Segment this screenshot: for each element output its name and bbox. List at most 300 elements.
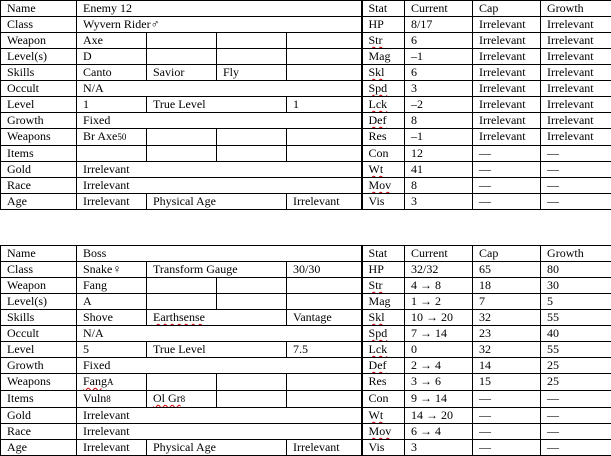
table-cell [1, 49, 77, 65]
cell-text: Occult [7, 326, 39, 340]
cell-text: True Level [153, 342, 206, 356]
cell-text: HP [369, 17, 384, 31]
table-cell [362, 81, 405, 97]
table-cell [217, 278, 287, 294]
cell-text: True Level [153, 97, 206, 111]
cell-text: Wt [369, 162, 384, 176]
table-cell [147, 65, 217, 81]
table-cell [473, 391, 541, 408]
cell-text: 18 [479, 278, 491, 292]
table-cell [287, 310, 362, 326]
table-row [1, 129, 611, 146]
cell-text: Items [7, 146, 34, 160]
table-cell [217, 294, 287, 310]
table-cell [541, 326, 611, 342]
cell-text: Current [411, 246, 448, 260]
cell-text: Skl [369, 65, 385, 79]
cell-text: Ol Gr [153, 391, 181, 405]
table-cell [362, 358, 405, 374]
cell-text: Irrelevant [83, 440, 130, 454]
cell-text: Snake♀ [83, 262, 121, 276]
cell-text: Name [7, 1, 36, 15]
cell-text: Growth [7, 358, 44, 372]
cell-text: Fang [83, 278, 107, 292]
table-cell [147, 294, 217, 310]
table-cell [473, 33, 541, 49]
table-cell [362, 33, 405, 49]
table-row [1, 178, 611, 194]
cell-text: Irrelevant [479, 17, 526, 31]
table-cell [77, 342, 147, 358]
cell-text: 32/32 [411, 262, 438, 276]
table-cell [405, 33, 473, 49]
table-cell [541, 294, 611, 310]
table-cell [405, 326, 473, 342]
cell-text: Physical Age [153, 194, 216, 208]
table-cell [473, 1, 541, 17]
table-cell [77, 440, 147, 456]
cell-text: Gold [7, 162, 31, 176]
cell-text: 32 [479, 310, 491, 324]
table-cell [77, 294, 147, 310]
table-cell [77, 262, 147, 278]
cell-text: 25 [547, 358, 559, 372]
cell-text: 23 [479, 326, 491, 340]
table-cell [77, 1, 362, 17]
cell-text: Gold [7, 408, 31, 422]
table-cell [1, 162, 77, 178]
cell-text: 5 [83, 342, 89, 356]
table-row [1, 17, 611, 33]
table-cell [217, 129, 287, 146]
table-cell [77, 326, 362, 342]
table-cell [473, 81, 541, 97]
table-cell [1, 278, 77, 294]
cell-text: — [547, 146, 559, 160]
table-cell [405, 65, 473, 81]
table-cell [362, 408, 405, 424]
table-cell [541, 33, 611, 49]
cell-text: — [479, 146, 491, 160]
table-cell [405, 81, 473, 97]
table-cell [217, 146, 287, 162]
table-cell [405, 17, 473, 33]
table-cell [541, 408, 611, 424]
cell-text: 5 [547, 294, 553, 308]
cell-text: Irrelevant [479, 81, 526, 95]
table-cell [541, 178, 611, 194]
cell-text: Race [7, 178, 31, 192]
cell-text: Class [7, 17, 33, 31]
cell-text: — [547, 178, 559, 192]
cell-text: Growth [7, 113, 44, 127]
table-cell [147, 342, 287, 358]
table-cell [287, 129, 362, 146]
cell-text: Def [369, 358, 387, 372]
cell-text: 3 [411, 81, 417, 95]
cell-text: 55 [547, 342, 559, 356]
cell-text: 1 → 2 [411, 294, 441, 308]
cell-text: Wyvern Rider♂ [83, 17, 160, 31]
table-cell [405, 391, 473, 408]
cell-text: 7 → 14 [411, 326, 447, 340]
cell-text: 6 [411, 33, 417, 47]
table-cell [362, 162, 405, 178]
cell-text: 3 [411, 440, 417, 454]
cell-text: Weapon [7, 33, 46, 47]
table-cell [473, 194, 541, 210]
cell-text: Current [411, 1, 448, 15]
cell-text: 30/30 [293, 262, 320, 276]
cell-text: 8/17 [411, 17, 432, 31]
cell-text: — [547, 440, 559, 454]
cell-text: 1 [293, 97, 299, 111]
table-cell [362, 440, 405, 456]
cell-text: — [479, 391, 491, 405]
cell-text: 1 [83, 97, 89, 111]
table-cell [77, 146, 147, 162]
table-cell [1, 113, 77, 129]
table-row [1, 440, 611, 456]
table-cell [405, 178, 473, 194]
table-row [1, 146, 611, 162]
table-cell [405, 113, 473, 129]
table-cell [77, 129, 147, 146]
table-cell [1, 374, 77, 391]
table-row [1, 408, 611, 424]
cell-text: Cap [479, 246, 498, 260]
table-cell [77, 17, 362, 33]
cell-text: Level(s) [7, 294, 47, 308]
cell-text: Fang [83, 374, 107, 388]
table-row [1, 97, 611, 113]
table-cell [1, 178, 77, 194]
cell-text: 25 [547, 374, 559, 388]
cell-text: — [479, 194, 491, 208]
cell-text: Wt [369, 408, 384, 422]
cell-text: Mov [369, 178, 392, 192]
cell-text: — [479, 408, 491, 422]
table-cell [77, 178, 362, 194]
cell-text: — [479, 424, 491, 438]
table-cell [362, 278, 405, 294]
cell-text: Mag [369, 294, 391, 308]
cell-text: Fly [223, 65, 239, 79]
table-cell [473, 178, 541, 194]
cell-text: Vuln [83, 391, 106, 405]
cell-text: 15 [479, 374, 491, 388]
cell-text: — [547, 391, 559, 405]
cell-text: 41 [411, 162, 423, 176]
table-cell [287, 278, 362, 294]
cell-text: Con [369, 146, 389, 160]
cell-text: 7.5 [293, 342, 308, 356]
table-cell [1, 194, 77, 210]
table-cell [362, 326, 405, 342]
cell-text: — [547, 408, 559, 422]
table-row [1, 194, 611, 210]
table-row [1, 424, 611, 440]
table-cell [147, 374, 217, 391]
table-cell [473, 17, 541, 33]
table-cell [1, 294, 77, 310]
table-cell [541, 310, 611, 326]
table-cell [77, 358, 362, 374]
table-cell [287, 97, 362, 113]
table-row [1, 342, 611, 358]
table-cell [541, 49, 611, 65]
table-cell [287, 342, 362, 358]
boss-stat-table [0, 245, 611, 456]
cell-text: Irrelevant [479, 113, 526, 127]
table-cell [405, 358, 473, 374]
cell-text: Spd [369, 326, 388, 340]
cell-text: Vis [369, 440, 385, 454]
table-cell [77, 246, 362, 262]
table-cell [147, 97, 287, 113]
cell-text: Cap [479, 1, 498, 15]
cell-text: 10 → 20 [411, 310, 453, 324]
cell-text: 7 [479, 294, 485, 308]
cell-text: Enemy 12 [83, 1, 132, 15]
table-cell [405, 342, 473, 358]
table-cell [473, 113, 541, 129]
cell-text: Res [369, 374, 387, 388]
table-cell [405, 1, 473, 17]
table-cell [1, 97, 77, 113]
cell-text: 14 [479, 358, 491, 372]
table-cell [405, 294, 473, 310]
table-cell [77, 310, 147, 326]
table-cell [405, 162, 473, 178]
table-cell [77, 49, 147, 65]
cell-text: Irrelevant [83, 408, 130, 422]
cell-text: Lck [369, 97, 388, 111]
table-cell [405, 278, 473, 294]
table-cell [147, 146, 217, 162]
table-row [1, 358, 611, 374]
cell-text: Res [369, 129, 387, 143]
cell-text: N/A [83, 326, 104, 340]
table-row [1, 1, 611, 17]
cell-text: Br Axe [83, 129, 117, 143]
table-cell [362, 1, 405, 17]
cell-text: Transform Gauge [153, 262, 238, 276]
table-cell [405, 374, 473, 391]
table-cell [147, 49, 217, 65]
table-cell [541, 391, 611, 408]
table-cell [473, 326, 541, 342]
table-cell [541, 17, 611, 33]
table-cell [77, 424, 362, 440]
cell-text: Occult [7, 81, 39, 95]
table-cell [473, 310, 541, 326]
cell-text: Str [369, 33, 383, 47]
table-cell [541, 113, 611, 129]
cell-text: Savior [153, 65, 184, 79]
cell-text: Stat [369, 246, 388, 260]
table-cell [473, 374, 541, 391]
cell-text: — [547, 194, 559, 208]
cell-text: 2 → 4 [411, 358, 441, 372]
table-cell [541, 129, 611, 146]
cell-text: HP [369, 262, 384, 276]
cell-text: Boss [83, 246, 106, 260]
table-cell [287, 65, 362, 81]
table-cell [147, 129, 217, 146]
table-cell [362, 178, 405, 194]
cell-text: 4 → 8 [411, 278, 441, 292]
table-cell [1, 146, 77, 162]
table-cell [541, 262, 611, 278]
table-row [1, 33, 611, 49]
cell-text: 8 [411, 178, 417, 192]
cell-text: Con [369, 391, 389, 405]
cell-text: — [479, 178, 491, 192]
table-cell [405, 146, 473, 162]
cell-text: Irrelevant [547, 113, 594, 127]
cell-text: Str [369, 278, 383, 292]
table-cell [405, 408, 473, 424]
table-cell [405, 129, 473, 146]
table-cell [287, 262, 362, 278]
table-cell [1, 408, 77, 424]
table-cell [362, 246, 405, 262]
table-cell [1, 310, 77, 326]
cell-text: 6 → 4 [411, 424, 441, 438]
table-cell [287, 374, 362, 391]
cell-text: Irrelevant [479, 33, 526, 47]
cell-text: Name [7, 246, 36, 260]
table-cell [217, 374, 287, 391]
table-cell [473, 262, 541, 278]
table-cell [77, 162, 362, 178]
cell-text: Physical Age [153, 440, 216, 454]
table-cell [77, 81, 362, 97]
table-cell [541, 162, 611, 178]
cell-text: Irrelevant [293, 440, 340, 454]
table-cell [1, 33, 77, 49]
table-cell [405, 440, 473, 456]
table-cell [1, 440, 77, 456]
table-cell [1, 358, 77, 374]
table-cell [77, 65, 147, 81]
table-row [1, 374, 611, 391]
cell-text: Mov [369, 424, 392, 438]
table-row [1, 49, 611, 65]
cell-text: –1 [411, 49, 423, 63]
cell-subscript: 8 [106, 394, 111, 404]
table-cell [217, 49, 287, 65]
table-cell [541, 374, 611, 391]
cell-text: Race [7, 424, 31, 438]
cell-text: 80 [547, 262, 559, 276]
cell-text: 30 [547, 278, 559, 292]
cell-subscript: 8 [181, 394, 186, 404]
cell-text: Lck [369, 342, 388, 356]
table-cell [147, 194, 287, 210]
cell-text: Items [7, 391, 34, 405]
table-cell [362, 262, 405, 278]
cell-text: Earthsense [153, 310, 205, 324]
table-cell [362, 374, 405, 391]
cell-text: Irrelevant [547, 81, 594, 95]
cell-text: 0 [411, 342, 417, 356]
table-cell [541, 342, 611, 358]
cell-text: Irrelevant [547, 129, 594, 143]
table-cell [217, 33, 287, 49]
enemy-stat-table [0, 0, 611, 210]
table-cell [147, 278, 217, 294]
cell-text: 40 [547, 326, 559, 340]
table-row [1, 65, 611, 81]
cell-text: 32 [479, 342, 491, 356]
cell-text: D [83, 49, 92, 63]
cell-text: Skills [7, 65, 34, 79]
table-cell [1, 391, 77, 408]
cell-text: Level(s) [7, 49, 47, 63]
table-row [1, 310, 611, 326]
table-cell [362, 391, 405, 408]
cell-text: Irrelevant [83, 424, 130, 438]
table-cell [77, 374, 147, 391]
table-cell [287, 294, 362, 310]
table-cell [287, 194, 362, 210]
table-cell [541, 146, 611, 162]
table-cell [541, 358, 611, 374]
cell-text: Irrelevant [479, 65, 526, 79]
cell-text: Spd [369, 81, 388, 95]
table-cell [541, 246, 611, 262]
cell-text: Fixed [83, 358, 110, 372]
table-row [1, 278, 611, 294]
table-cell [473, 246, 541, 262]
table-cell [473, 162, 541, 178]
cell-text: Irrelevant [547, 97, 594, 111]
cell-text: Skills [7, 310, 34, 324]
table-row [1, 113, 611, 129]
table-cell [77, 33, 147, 49]
cell-text: Axe [83, 33, 103, 47]
table-cell [287, 440, 362, 456]
cell-text: Growth [547, 1, 584, 15]
table-cell [405, 194, 473, 210]
cell-text: –1 [411, 129, 423, 143]
table-cell [473, 440, 541, 456]
cell-text: Canto [83, 65, 112, 79]
table-cell [217, 65, 287, 81]
cell-text: Mag [369, 49, 391, 63]
cell-text: Vantage [293, 310, 332, 324]
table-cell [473, 342, 541, 358]
table-cell [362, 65, 405, 81]
table-cell [541, 440, 611, 456]
table-row [1, 294, 611, 310]
cell-text: Irrelevant [479, 49, 526, 63]
table-cell [1, 129, 77, 146]
cell-text: A [83, 294, 92, 308]
table-cell [541, 194, 611, 210]
table-cell [1, 65, 77, 81]
cell-text: Irrelevant [83, 178, 130, 192]
table-cell [473, 65, 541, 81]
table-cell [287, 49, 362, 65]
table-cell [541, 97, 611, 113]
cell-text: 65 [479, 262, 491, 276]
cell-text: — [479, 440, 491, 454]
table-cell [362, 17, 405, 33]
table-cell [405, 49, 473, 65]
